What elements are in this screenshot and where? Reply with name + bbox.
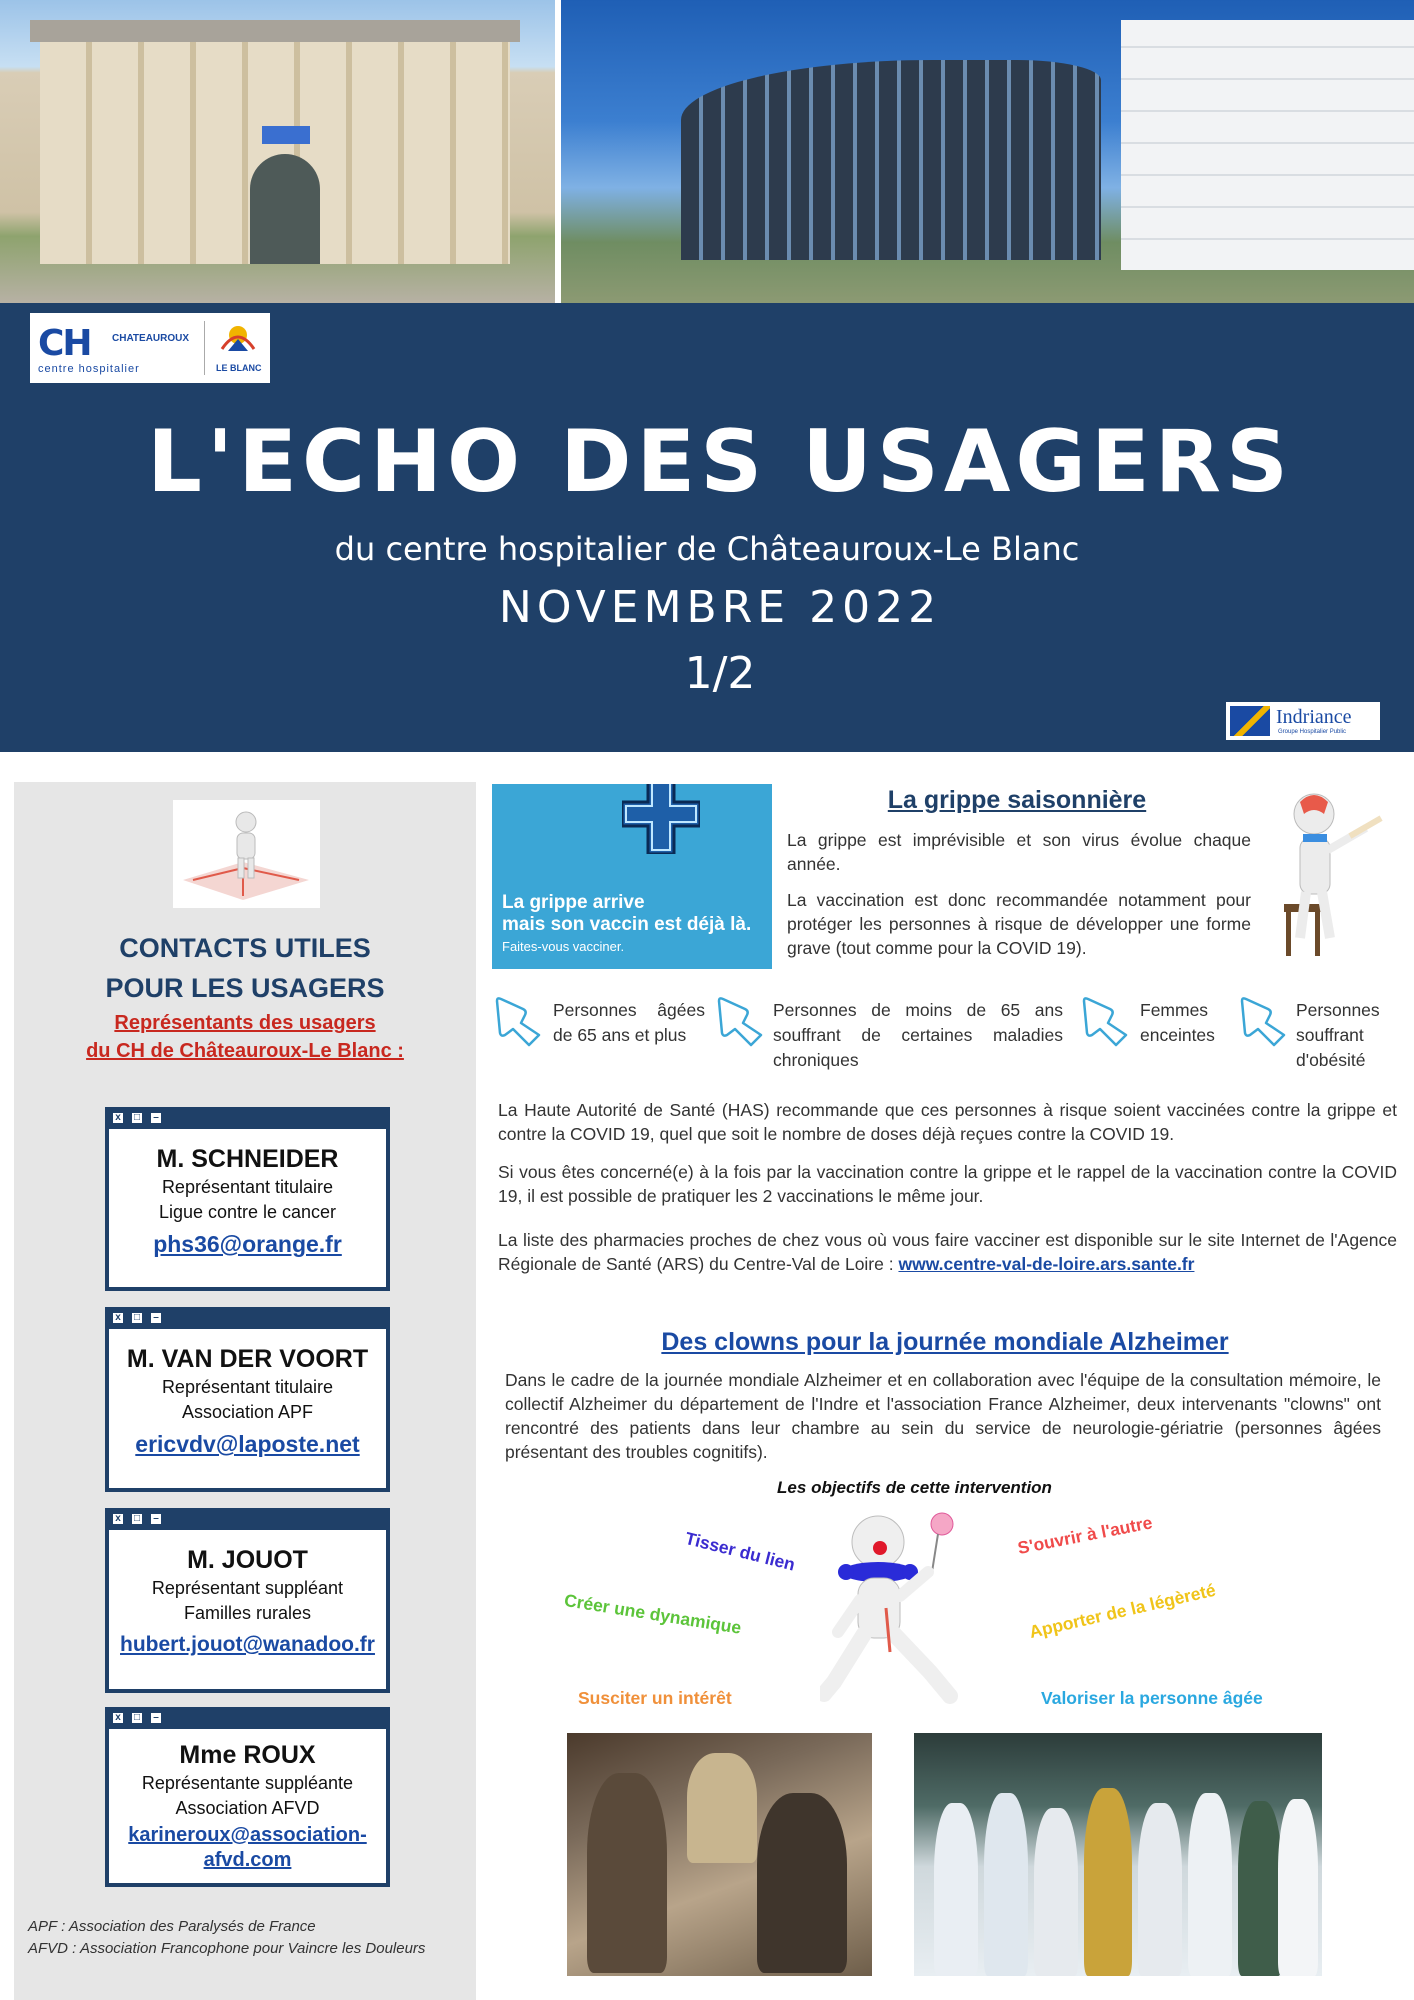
- hospital-photo-chateauroux: [0, 0, 555, 303]
- close-icon: x: [111, 1512, 125, 1526]
- objective-souvrir-a-lautre: S'ouvrir à l'autre: [1015, 1512, 1155, 1559]
- page-number: 1/2: [684, 648, 756, 699]
- indriance-sub: Groupe Hospitalier Public: [1278, 729, 1347, 735]
- contact-organization: Association APF: [181, 1402, 314, 1422]
- risk-group-elderly: Personnes âgées de 65 ans et plus: [553, 1000, 705, 1045]
- flu-paragraph-pharmacies: La liste des pharmacies proches de chez vous où vous faire vacciner est disponible sur le site Internet de l'Agence Régionale de Santé (ARS) du Centre-Val de Loire : www.centre-val-de-loire.ars.sante.fr: [498, 1230, 1397, 1274]
- risk-group-obesity: Personnes souffrant d'obésité: [1296, 1000, 1380, 1070]
- thinking-figure-image: [173, 800, 320, 908]
- contacts-title-line2: POUR LES USAGERS: [105, 973, 385, 1003]
- close-icon: x: [111, 1711, 125, 1725]
- arrow-icon: [715, 995, 767, 1051]
- arrow-icon: [1080, 995, 1132, 1051]
- ars-website-link[interactable]: www.centre-val-de-loire.ars.sante.fr: [898, 1254, 1195, 1274]
- contacts-subtitle-line1: Représentants des usagers: [114, 1012, 376, 1034]
- issue-month: NOVEMBRE 2022: [498, 582, 942, 633]
- contact-email-part2: afvd.com: [203, 1849, 292, 1871]
- flu-section-heading: La grippe saisonnière: [887, 786, 1147, 814]
- risk-group-pregnant: Femmes enceintes: [1140, 1000, 1215, 1045]
- contact-role: Représentant suppléant: [151, 1578, 344, 1598]
- contact-card: [105, 1107, 390, 1291]
- clown-figure: [820, 1512, 970, 1712]
- staff-group-photo: [914, 1733, 1322, 1976]
- flu-intro: La grippe est imprévisible et son virus évolue chaque année.: [787, 830, 1251, 874]
- maximize-icon: □: [130, 1311, 144, 1325]
- pharmacy-cross-icon: [622, 784, 700, 854]
- objective-valoriser-personne-agee: Valoriser la personne âgée: [1041, 1688, 1263, 1708]
- close-icon: x: [111, 1111, 125, 1125]
- maximize-icon: □: [130, 1512, 144, 1526]
- indriance-logo: [1226, 702, 1380, 740]
- objective-apporter-legerete: Apporter de la légèreté: [1027, 1579, 1218, 1643]
- alzheimer-section-heading: Des clowns pour la journée mondiale Alzheimer: [661, 1328, 1229, 1356]
- contact-email-link[interactable]: [109, 1823, 386, 1873]
- page-subtitle: du centre hospitalier de Châteauroux-Le Blanc: [334, 530, 1080, 568]
- contact-organization: Association AFVD: [175, 1798, 320, 1818]
- objective-susciter-interet: Susciter un intérêt: [578, 1688, 732, 1708]
- objective-tisser-du-lien: Tisser du lien: [683, 1528, 798, 1575]
- maximize-icon: □: [130, 1111, 144, 1125]
- hospital-logo: [30, 313, 270, 383]
- flu-paragraph-covid: Si vous êtes concerné(e) à la fois par la vaccination contre la grippe et le rappel de la vaccination contre la COVID 19, il est possible de pratiquer les 2 vaccinations le même jour.: [498, 1162, 1397, 1206]
- contact-name: M. JOUOT: [187, 1546, 308, 1574]
- maximize-icon: □: [130, 1711, 144, 1725]
- contact-email-link[interactable]: ericvdv@laposte.net: [135, 1431, 360, 1457]
- clown-visit-photo-1: [567, 1733, 872, 1976]
- flu-recommendation: La vaccination est donc recommandée notamment pour protéger les personnes à risque de développer une forme grave (tout comme pour la COVID 19).: [787, 890, 1251, 958]
- contact-name: M. SCHNEIDER: [156, 1145, 339, 1173]
- flu-image-tagline: Faites-vous vacciner.: [502, 939, 625, 954]
- contact-name: Mme ROUX: [179, 1741, 316, 1769]
- contacts-title-line1: CONTACTS UTILES: [119, 933, 371, 963]
- logo-partner: LE BLANC: [216, 363, 262, 373]
- indriance-logo-icon: [1230, 706, 1270, 736]
- contact-role: Représentante suppléante: [141, 1773, 354, 1793]
- contact-organization: Ligue contre le cancer: [158, 1202, 337, 1222]
- arrow-icon: [493, 995, 545, 1051]
- contact-email-part1: karineroux@association-: [128, 1824, 367, 1846]
- le-blanc-logo-icon: [220, 321, 256, 355]
- close-icon: x: [111, 1311, 125, 1325]
- page-title: L'ECHO DES USAGERS: [147, 412, 1293, 512]
- logo-subtitle: centre hospitalier: [38, 363, 140, 375]
- objective-creer-une-dynamique: Créer une dynamique: [562, 1590, 743, 1638]
- objectives-title: Les objectifs de cette intervention: [777, 1478, 1052, 1497]
- sick-person-figure: [1270, 788, 1388, 958]
- minimize-icon: –: [149, 1311, 163, 1325]
- flu-image-headline: La grippe arrive mais son vaccin est déjà là.: [502, 892, 752, 935]
- risk-group-chronic: Personnes de moins de 65 ans souffrant de certaines maladies chroniques: [773, 1000, 1063, 1070]
- arrow-icon: [1238, 995, 1290, 1051]
- logo-ch-mark: CH: [38, 323, 91, 364]
- contact-email-link[interactable]: hubert.jouot@wanadoo.fr: [120, 1633, 375, 1656]
- contact-email-link[interactable]: phs36@orange.fr: [153, 1231, 342, 1257]
- indriance-name: Indriance: [1276, 706, 1352, 728]
- contact-name: M. VAN DER VOORT: [126, 1345, 369, 1373]
- minimize-icon: –: [149, 1512, 163, 1526]
- flu-paragraph-has: La Haute Autorité de Santé (HAS) recommande que ces personnes à risque soient vaccinées contre la grippe et contre la COVID 19, quel que soit le nombre de doses déjà reçues contre la COVID 19.: [498, 1100, 1397, 1144]
- minimize-icon: –: [149, 1711, 163, 1725]
- hospital-photo-modern-building: [561, 0, 1414, 303]
- footnote-afvd: AFVD : Association Francophone pour Vaincre les Douleurs: [28, 1940, 426, 1957]
- logo-city: CHATEAUROUX: [112, 333, 190, 344]
- alzheimer-body: Dans le cadre de la journée mondiale Alzheimer et en collaboration avec l'équipe de la consultation mémoire, le collectif Alzheimer du département de l'Indre et l'association France Alzheimer, deux intervenants "clowns" ont rencontré des patients dans leur chambre au sein du service de neurologie-gériatrie (personnes âgées présentant des troubles cognitifs).: [505, 1370, 1381, 1462]
- contact-card: [105, 1508, 390, 1693]
- contact-card: [105, 1307, 390, 1492]
- contact-role: Représentant titulaire: [161, 1377, 334, 1397]
- minimize-icon: –: [149, 1111, 163, 1125]
- contact-card: [105, 1707, 390, 1887]
- flu-campaign-image: [492, 784, 772, 969]
- contact-organization: Familles rurales: [183, 1603, 312, 1623]
- footnote-apf: APF : Association des Paralysés de France: [28, 1918, 316, 1935]
- contacts-subtitle-line2: du CH de Châteauroux-Le Blanc :: [86, 1040, 404, 1062]
- contact-role: Représentant titulaire: [161, 1177, 334, 1197]
